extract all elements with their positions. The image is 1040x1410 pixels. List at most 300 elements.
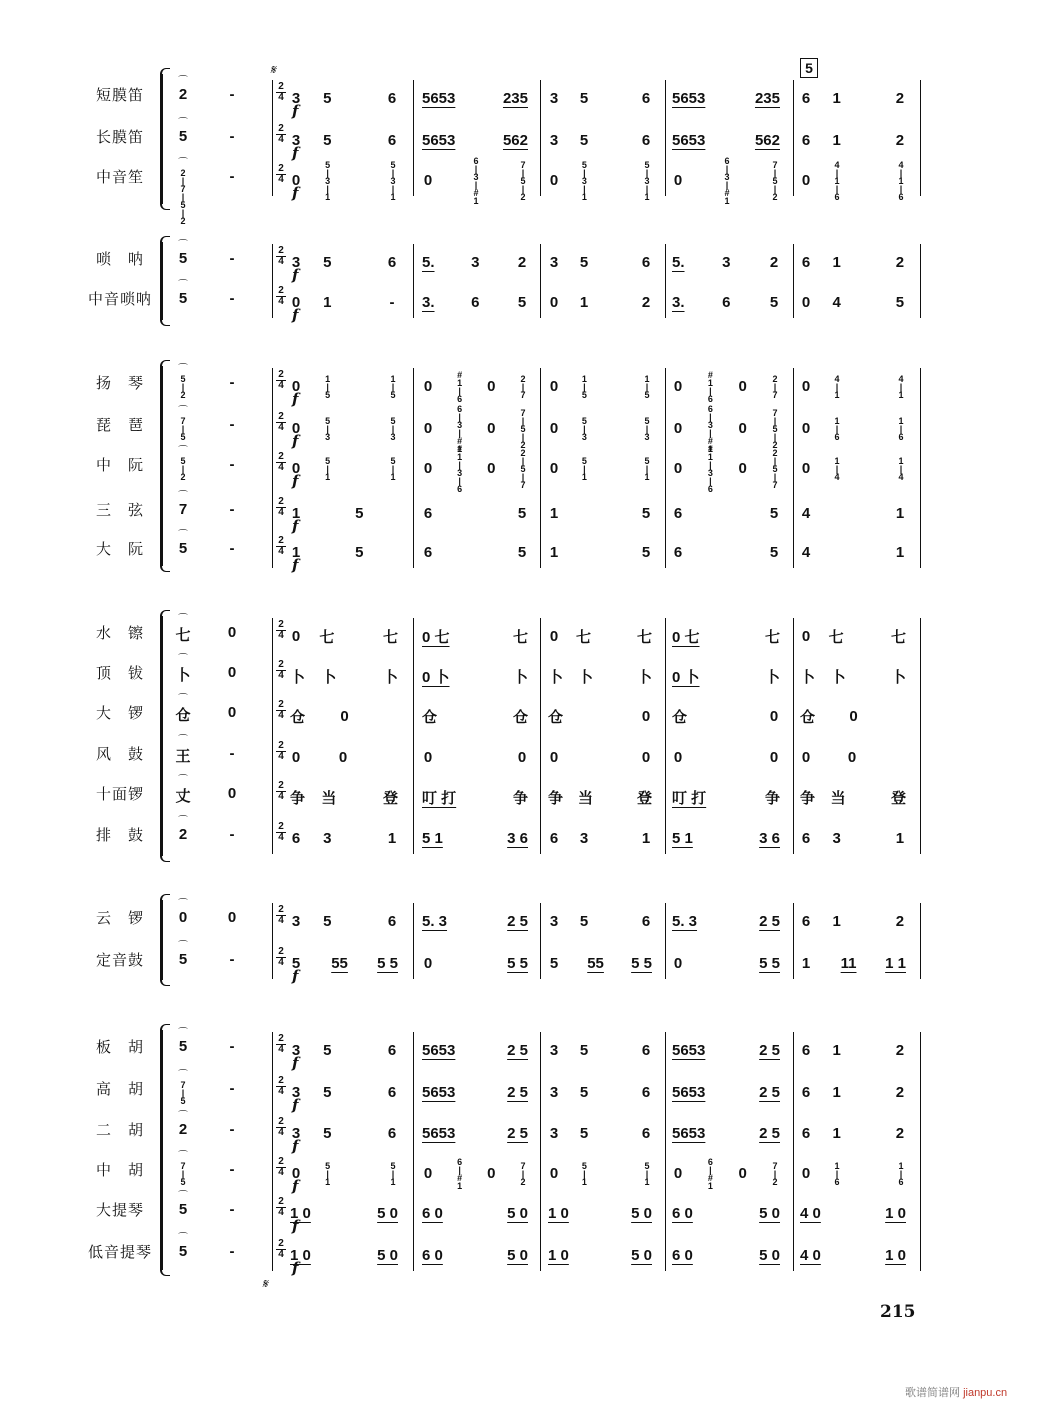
note: 0 xyxy=(673,1164,683,1182)
time-sig-top: 2 xyxy=(278,821,284,832)
note: 争 xyxy=(290,789,306,807)
hold-value: - xyxy=(229,1038,235,1055)
note: 5 5 xyxy=(631,954,652,972)
chord-notes: 1|4 xyxy=(896,456,906,480)
measure xyxy=(548,656,652,696)
measure xyxy=(290,408,398,448)
measure xyxy=(672,901,780,941)
fermata-icon: ⌒ xyxy=(178,158,188,169)
note: 仓 xyxy=(800,708,816,726)
note: 争 xyxy=(764,789,780,807)
note: 卜 xyxy=(382,668,398,686)
dynamic-forte: f xyxy=(292,967,299,985)
note: 1 xyxy=(291,543,301,561)
measure xyxy=(800,366,906,406)
note: 卜 xyxy=(548,668,564,686)
fermata-icon: ⌒ xyxy=(178,775,188,786)
hold-value: 0 xyxy=(227,909,237,926)
hold-value: - xyxy=(229,1161,235,1178)
chord-notes: 1|5 xyxy=(641,374,652,398)
note: 3 xyxy=(291,912,301,930)
chord-notes: 5|3 xyxy=(641,416,652,440)
note: 5 0 xyxy=(631,1246,652,1264)
chord-notes: 5|1 xyxy=(579,1161,590,1185)
instrument-row xyxy=(0,493,1040,533)
measure xyxy=(800,1153,906,1193)
chord-notes: 5|3|1 xyxy=(322,160,333,200)
fermata-value: 2 xyxy=(178,1121,188,1138)
note: 3 xyxy=(471,253,480,271)
fermata-icon: ⌒ xyxy=(178,76,188,87)
note: 1 xyxy=(832,1083,841,1101)
measure xyxy=(422,1030,528,1070)
note: 0 xyxy=(517,748,527,766)
segno-bottom: 𝄋 xyxy=(262,1276,268,1291)
barline xyxy=(920,618,921,854)
barline xyxy=(540,903,541,979)
measure xyxy=(548,366,652,406)
time-signature xyxy=(276,164,286,185)
note: 5 xyxy=(323,1083,332,1101)
note: 5. 3 xyxy=(422,912,448,930)
chord-notes: 6|3|#1 xyxy=(722,156,732,204)
time-signature xyxy=(276,452,286,473)
chord-notes: 5|1 xyxy=(641,1161,652,1185)
note: 1 xyxy=(323,293,332,311)
note: 七 xyxy=(319,628,335,646)
time-sig-top: 2 xyxy=(278,699,284,710)
note: 5 xyxy=(517,543,527,561)
note: 5 0 xyxy=(377,1204,398,1222)
measure xyxy=(290,616,398,656)
barline xyxy=(272,1032,273,1271)
measure xyxy=(800,1193,906,1233)
time-sig-bottom: 4 xyxy=(278,751,284,762)
note: 2 xyxy=(895,89,905,107)
barline xyxy=(272,903,273,979)
note: 3 xyxy=(549,1041,559,1059)
measure xyxy=(290,737,398,777)
note: 5 1 xyxy=(422,829,443,847)
hold-value: - xyxy=(229,416,235,433)
instrument-row xyxy=(0,696,1040,736)
note: 1 xyxy=(832,912,841,930)
measure xyxy=(290,160,398,200)
measure xyxy=(672,1193,780,1233)
note: 3. xyxy=(672,293,685,311)
note: 1 0 xyxy=(885,1246,906,1264)
note: 0 xyxy=(673,954,683,972)
dynamic-forte: f xyxy=(292,1096,299,1114)
note: 6 xyxy=(801,253,811,271)
note: 55 xyxy=(331,954,348,972)
measure xyxy=(672,616,780,656)
note: 3 xyxy=(722,253,731,271)
time-signature xyxy=(276,497,286,518)
fermata-value: 7|5 xyxy=(178,416,188,440)
note: 6 xyxy=(387,1041,397,1059)
note: 0 xyxy=(549,377,559,395)
chord-notes: 6|3|#1 xyxy=(471,156,481,204)
fermata-note xyxy=(170,366,196,402)
note: 6 xyxy=(641,1124,651,1142)
fermata-icon: ⌒ xyxy=(178,816,188,827)
hold-value: - xyxy=(229,86,235,103)
time-sig-bottom: 4 xyxy=(278,134,284,145)
note: 仓 xyxy=(672,708,688,726)
note: 0 xyxy=(340,707,349,725)
measure xyxy=(422,616,528,656)
measure xyxy=(290,777,398,817)
note: 6 xyxy=(801,1083,811,1101)
measure xyxy=(672,242,780,282)
instrument-name: 定音鼓 xyxy=(95,951,144,969)
chord-notes: 6|3|#1 xyxy=(705,404,716,452)
measure xyxy=(548,901,652,941)
measure xyxy=(800,493,906,533)
time-sig-top: 2 xyxy=(278,1033,284,1044)
fermata-icon: ⌒ xyxy=(178,654,188,665)
fermata-note xyxy=(170,1072,196,1108)
time-sig-bottom: 4 xyxy=(278,832,284,843)
note: 5 xyxy=(579,131,589,149)
note: 0 七 xyxy=(672,628,700,646)
instrument-row xyxy=(0,282,1040,322)
measure xyxy=(422,282,528,322)
note: 5 xyxy=(641,543,651,561)
fermata-icon: ⌒ xyxy=(178,280,188,291)
barline xyxy=(665,903,666,979)
measure xyxy=(290,532,398,572)
fermata-note xyxy=(170,737,196,766)
note: 5 0 xyxy=(759,1204,780,1222)
time-sig-bottom: 4 xyxy=(278,710,284,721)
instrument-name: 长膜笛 xyxy=(95,128,144,146)
note: 卜 xyxy=(764,668,780,686)
note: 3. xyxy=(422,293,435,311)
fermata-value: 7|5 xyxy=(178,1161,188,1185)
time-sig-bottom: 4 xyxy=(278,380,284,391)
note: 0 xyxy=(338,748,348,766)
measure xyxy=(422,404,528,452)
dynamic-forte: f xyxy=(292,432,299,450)
note: 5 xyxy=(323,1041,332,1059)
note: 5 xyxy=(517,293,527,311)
fermata-icon: ⌒ xyxy=(178,1070,188,1081)
note: 5 5 xyxy=(759,954,780,972)
measure xyxy=(672,818,780,858)
measure xyxy=(548,737,652,777)
note: 5 xyxy=(579,1124,589,1142)
note: 5 xyxy=(323,253,332,271)
instrument-row xyxy=(0,777,1040,817)
note: 6 xyxy=(673,504,683,522)
instrument-row xyxy=(0,1153,1040,1193)
measure xyxy=(290,1193,398,1233)
note: 5 xyxy=(323,1124,332,1142)
barline xyxy=(665,368,666,568)
note: 6 0 xyxy=(672,1246,693,1264)
measure xyxy=(800,777,906,817)
note: 6 xyxy=(387,912,397,930)
instrument-name: 中音唢呐 xyxy=(87,290,152,308)
barline xyxy=(793,903,794,979)
note: 2 5 xyxy=(507,1124,528,1142)
instrument-row xyxy=(0,943,1040,983)
note: 争 xyxy=(512,789,528,807)
barline xyxy=(413,80,414,196)
rehearsal-mark: 5 xyxy=(800,58,818,78)
time-sig-top: 2 xyxy=(278,1116,284,1127)
measure xyxy=(290,696,398,736)
time-signature xyxy=(276,620,286,641)
hold-value: - xyxy=(229,826,235,843)
time-signature xyxy=(276,905,286,926)
fermata-icon: ⌒ xyxy=(178,694,188,705)
time-sig-bottom: 4 xyxy=(278,1249,284,1260)
note: 卜 xyxy=(290,668,306,686)
note: 0 xyxy=(549,1164,559,1182)
chord-notes: 1|6 xyxy=(832,1161,842,1185)
note: 七 xyxy=(382,628,398,646)
measure xyxy=(548,943,652,983)
hold-value: - xyxy=(229,540,235,557)
barline xyxy=(540,80,541,196)
chord-notes: 6|#1 xyxy=(454,1157,465,1189)
note: 卜 xyxy=(578,668,594,686)
measure xyxy=(422,156,528,204)
measure xyxy=(422,818,528,858)
note: 1 0 xyxy=(885,1204,906,1222)
measure xyxy=(290,493,398,533)
note: 5 xyxy=(323,89,332,107)
note: 3 xyxy=(291,1083,301,1101)
dynamic-forte: f xyxy=(292,556,299,574)
measure xyxy=(548,1030,652,1070)
note: 1 0 xyxy=(290,1246,311,1264)
fermata-icon: ⌒ xyxy=(178,899,188,910)
measure xyxy=(800,282,906,322)
note: 0 xyxy=(738,377,747,395)
note: 0 xyxy=(673,377,683,395)
time-signature xyxy=(276,947,286,968)
measure xyxy=(672,1235,780,1275)
measure xyxy=(422,242,528,282)
page-number: 215 xyxy=(880,1302,916,1322)
note: - xyxy=(389,293,395,311)
chord-notes: 7|5|2 xyxy=(518,160,528,200)
note: 6 xyxy=(641,912,651,930)
measure xyxy=(672,737,780,777)
barline xyxy=(920,368,921,568)
time-sig-top: 2 xyxy=(278,451,284,462)
note: 5653 xyxy=(672,89,706,107)
measure xyxy=(672,444,780,492)
instrument-name: 大 阮 xyxy=(95,540,144,558)
measure xyxy=(800,1235,906,1275)
note: 6 xyxy=(801,1041,811,1059)
chord-notes: 5|1 xyxy=(387,456,398,480)
fermata-note xyxy=(170,408,196,444)
note: 0 卜 xyxy=(422,668,450,686)
measure xyxy=(422,1072,528,1112)
note: 3 xyxy=(291,1124,301,1142)
note: 6 xyxy=(387,1083,397,1101)
measure xyxy=(422,1193,528,1233)
note: 3 xyxy=(291,253,301,271)
time-signature xyxy=(276,741,286,762)
measure xyxy=(548,818,652,858)
time-signature xyxy=(276,1197,286,1218)
note: 5 xyxy=(579,912,589,930)
note: 0 xyxy=(847,748,857,766)
note: 5 0 xyxy=(507,1204,528,1222)
note: 1 1 xyxy=(885,954,906,972)
fermata-value: 7|5 xyxy=(178,1080,188,1104)
time-sig-bottom: 4 xyxy=(278,915,284,926)
chord-notes: 7|5|2 xyxy=(770,160,780,200)
note: 3 xyxy=(291,89,301,107)
note: 5 0 xyxy=(631,1204,652,1222)
note: 5. 3 xyxy=(672,912,698,930)
chord-notes: 5|3|1 xyxy=(579,160,590,200)
barline xyxy=(920,80,921,196)
time-sig-bottom: 4 xyxy=(278,670,284,681)
fermata-note xyxy=(170,1153,196,1189)
note: 0 xyxy=(291,459,301,477)
note: 4 xyxy=(801,504,811,522)
measure xyxy=(422,532,528,572)
note: 4 xyxy=(801,543,811,561)
hold-value: 0 xyxy=(227,664,237,681)
fermata-value: 7 xyxy=(178,501,188,518)
measure xyxy=(800,408,906,448)
fermata-note xyxy=(170,818,196,843)
note: 0 xyxy=(487,419,496,437)
note: 卜 xyxy=(890,668,906,686)
measure xyxy=(800,448,906,488)
note: 5 xyxy=(579,89,589,107)
note: 1 xyxy=(832,253,841,271)
barline xyxy=(413,903,414,979)
fermata-icon: ⌒ xyxy=(178,614,188,625)
measure xyxy=(800,901,906,941)
segno-top: 𝄋 xyxy=(270,62,276,77)
instrument-row xyxy=(0,1030,1040,1070)
note: 3 xyxy=(549,131,559,149)
instrument-row xyxy=(0,737,1040,777)
note: 七 xyxy=(890,628,906,646)
measure xyxy=(800,78,906,118)
fermata-icon: ⌒ xyxy=(178,364,188,375)
hold-value: - xyxy=(229,168,235,185)
dynamic-forte: f xyxy=(292,102,299,120)
barline xyxy=(665,244,666,318)
measure xyxy=(800,737,906,777)
dynamic-forte: f xyxy=(292,1137,299,1155)
chord-notes: 6|#1 xyxy=(705,1157,716,1189)
time-sig-top: 2 xyxy=(278,619,284,630)
measure xyxy=(422,737,528,777)
note: 2 xyxy=(517,253,527,271)
note: 5 xyxy=(355,543,364,561)
barline xyxy=(540,618,541,854)
fermata-note xyxy=(170,616,196,645)
measure xyxy=(672,1113,780,1153)
chord-notes: 2|5|7 xyxy=(517,448,528,488)
note: 6 xyxy=(471,293,480,311)
note: 仓 xyxy=(422,708,438,726)
measure xyxy=(422,366,528,406)
note: 6 xyxy=(387,131,397,149)
note: 0 xyxy=(673,171,683,189)
chord-notes: 5|1 xyxy=(387,1161,398,1185)
note: 0 xyxy=(291,748,301,766)
note: 0 xyxy=(423,748,433,766)
chord-notes: 2|7 xyxy=(769,374,780,398)
dynamic-forte: f xyxy=(292,1177,299,1195)
note: 2 xyxy=(895,253,905,271)
chord-notes: 5|1 xyxy=(641,456,652,480)
instrument-name: 低音提琴 xyxy=(87,1243,152,1261)
instrument-name: 顶 钹 xyxy=(95,664,144,682)
note: 3 xyxy=(549,89,559,107)
note: 仓 xyxy=(290,708,306,726)
note: 争 xyxy=(548,789,564,807)
note: 七 xyxy=(575,628,591,646)
time-sig-bottom: 4 xyxy=(278,1167,284,1178)
note: 6 0 xyxy=(672,1204,693,1222)
instrument-row xyxy=(0,366,1040,406)
note: 6 xyxy=(641,1041,651,1059)
chord-notes: 5|3 xyxy=(387,416,398,440)
measure xyxy=(290,282,398,322)
note: 0 xyxy=(738,459,747,477)
instrument-row xyxy=(0,1072,1040,1112)
fermata-value: 5 xyxy=(178,540,188,557)
hold-value: - xyxy=(229,1243,235,1260)
time-sig-top: 2 xyxy=(278,285,284,296)
note: 6 xyxy=(549,829,559,847)
measure xyxy=(548,616,652,656)
time-sig-top: 2 xyxy=(278,740,284,751)
note: 6 xyxy=(291,829,301,847)
note: 0 xyxy=(423,171,433,189)
time-signature xyxy=(276,82,286,103)
time-sig-bottom: 4 xyxy=(278,791,284,802)
time-signature xyxy=(276,700,286,721)
note: 11 xyxy=(840,954,857,972)
time-signature xyxy=(276,124,286,145)
note: 叮 打 xyxy=(422,789,457,807)
fermata-note xyxy=(170,120,196,145)
measure xyxy=(800,943,906,983)
measure xyxy=(290,1113,398,1153)
note: 0 xyxy=(801,293,811,311)
instrument-row xyxy=(0,1193,1040,1233)
time-sig-top: 2 xyxy=(278,1238,284,1249)
barline xyxy=(272,80,273,196)
note: 6 xyxy=(387,89,397,107)
note: 6 xyxy=(387,1124,397,1142)
measure xyxy=(672,366,780,406)
note: 0 xyxy=(549,748,559,766)
dynamic-forte: f xyxy=(292,472,299,490)
note: 5653 xyxy=(422,1124,456,1142)
note: 登 xyxy=(636,789,652,807)
note: 2 5 xyxy=(759,1041,780,1059)
note: 5 0 xyxy=(507,1246,528,1264)
